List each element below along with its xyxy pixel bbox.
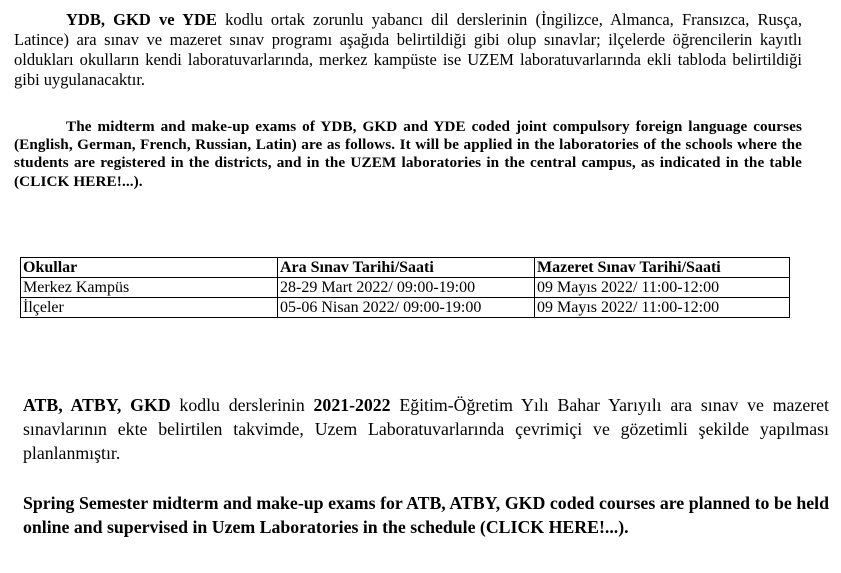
header-midterm-date: Ara Sınav Tarihi/Saati <box>278 258 535 278</box>
english-spring-text: Spring Semester midterm and make-up exams for ATB, ATBY, GKD coded courses are planned to be held online and supervised in Uzem Laboratories in the schedule <box>23 493 829 537</box>
header-makeup-date: Mazeret Sınav Tarihi/Saati <box>535 258 790 278</box>
cell-school: İlçeler <box>21 298 278 318</box>
paragraph-end: . <box>624 517 629 537</box>
cell-makeup-date: 09 Mayıs 2022/ 11:00-12:00 <box>535 298 790 318</box>
cell-midterm-date: 28-29 Mart 2022/ 09:00-19:00 <box>278 278 535 298</box>
table-row <box>21 278 790 298</box>
course-codes-bold: YDB, GKD ve YDE <box>66 10 217 29</box>
academic-year-bold: 2021-2022 <box>313 395 391 415</box>
header-schools: Okullar <box>21 258 278 278</box>
english-announcement-paragraph <box>14 118 802 191</box>
exam-schedule-table <box>20 257 790 318</box>
english-announcement-text: The midterm and make-up exams of YDB, GKD and YDE coded joint compulsory foreign language courses (English, German, French, Russian, Latin) are as follows. It will be applied in the laboratories of the schools where the students are registered in the districts, and in the UZEM laboratories in the central campus, as indicated in the table <box>14 118 802 172</box>
table-row <box>21 298 790 318</box>
turkish-spring-text-2: Eğitim-Öğretim Yılı Bahar Yarıyılı ara sınav ve mazeret sınavlarının ekte belirtilen takvimde, Uzem Laboratuvarlarında çevrimiçi ve gözetimli şekilde yapılması planlanmıştır. <box>23 395 829 463</box>
turkish-spring-text-1: kodlu derslerinin <box>170 395 314 415</box>
cell-school: Merkez Kampüs <box>21 278 278 298</box>
paragraph-end: . <box>138 172 143 190</box>
click-here-link[interactable]: (CLICK HERE!...) <box>479 517 625 537</box>
course-codes-bold: ATB, ATBY, GKD <box>23 395 171 415</box>
click-here-link[interactable]: (CLICK HERE!...) <box>14 172 139 190</box>
turkish-spring-paragraph <box>23 393 829 465</box>
turkish-announcement-paragraph <box>14 10 802 90</box>
cell-midterm-date: 05-06 Nisan 2022/ 09:00-19:00 <box>278 298 535 318</box>
english-spring-paragraph <box>23 491 829 539</box>
turkish-announcement-text: kodlu ortak zorunlu yabancı dil derslerinin (İngilizce, Almanca, Fransızca, Rusça, Latince) ara sınav ve mazeret sınav programı aşağıda belirtildiği gibi olup sınavlar; ilçelerde öğrencilerin kayıtlı oldukları okulların kendi laboratuvarlarında, merkez kampüste ise UZEM laboratuvarlarında ekli tabloda belirtildiği gibi uygulanacaktır. <box>14 10 802 89</box>
table-header-row <box>21 258 790 278</box>
cell-makeup-date: 09 Mayıs 2022/ 11:00-12:00 <box>535 278 790 298</box>
